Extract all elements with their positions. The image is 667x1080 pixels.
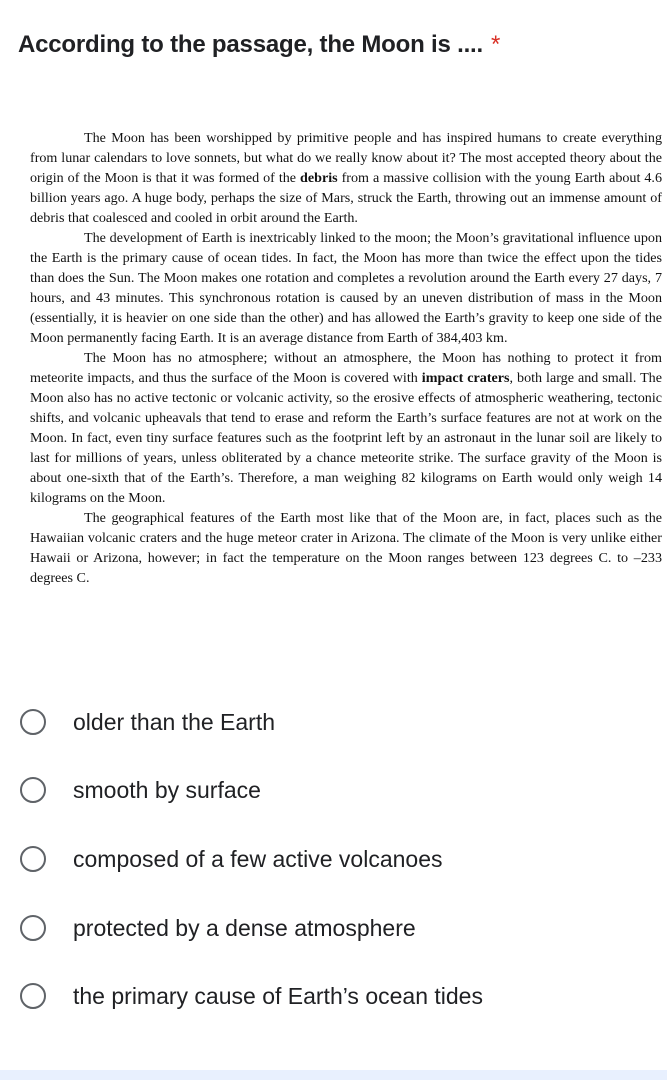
option-3[interactable] bbox=[0, 825, 667, 893]
radio-button-icon[interactable] bbox=[20, 777, 46, 803]
option-label[interactable]: older than the Earth bbox=[73, 708, 276, 735]
option-label[interactable]: composed of a few active volcanoes bbox=[73, 845, 443, 872]
passage-run: The Moon has no atmosphere; without an atmosphere, the Moon has nothing to protect it from meteorite impacts, and thus the surface of the Moon is covered with bbox=[30, 350, 662, 386]
passage-paragraph bbox=[30, 228, 662, 348]
radio-button-icon[interactable] bbox=[20, 709, 46, 735]
option-2[interactable] bbox=[0, 756, 667, 824]
passage-run: from a massive collision with the young Earth about 4.6 billion years ago. A huge body, perhaps the size of Mars, struck the Earth, throwing out an immense amount of debris that coalesced and cooled in orbit around the Earth. bbox=[30, 170, 662, 226]
passage-run: The development of Earth is inextricably linked to the moon; the Moon’s gravitational influence upon the Earth is the primary cause of ocean tides. In fact, the Moon has more than twice the effect upon the tides than does the Sun. The Moon makes one rotation and completes a revolution around the Earth every 27 days, 7 hours, and 43 minutes. This synchronous rotation is caused by an uneven distribution of mass in the Moon (essentially, it is heavier on one side than the other) and has allowed the Earth’s gravity to keep one side of the Moon permanently facing Earth. It is an average distance from Earth of 384,403 km. bbox=[30, 230, 662, 346]
passage-text bbox=[30, 128, 662, 588]
question-title bbox=[18, 28, 658, 62]
radio-button-icon[interactable] bbox=[20, 846, 46, 872]
bold-term: debris bbox=[300, 170, 338, 186]
option-1[interactable] bbox=[0, 688, 667, 756]
radio-button-icon[interactable] bbox=[20, 983, 46, 1009]
passage-paragraph bbox=[30, 348, 662, 508]
passage-paragraph bbox=[30, 508, 662, 588]
passage-run: The geographical features of the Earth most like that of the Moon are, in fact, places such as the Hawaiian volcanic craters and the huge meteor crater in Arizona. The climate of the Moon is very unlike either Hawaii or Arizona, however; in fact the temperature on the Moon ranges between 123 degrees C. to –233 degrees C. bbox=[30, 510, 662, 586]
required-asterisk: * bbox=[491, 31, 501, 58]
passage-run: , both large and small. The Moon also has no active tectonic or volcanic activity, so the erosive effects of atmospheric weathering, tectonic shifts, and volcanic upheavals that tend to erase and reform the Earth’s surface features are not at work on the Moon. In fact, even tiny surface features such as the footprint left by an astronaut in the lunar soil are likely to last for millions of years, unless obliterated by a chance meteorite strike. The surface gravity of the Moon is about one-sixth that of the Earth’s. Therefore, a man weighing 82 kilograms on Earth would only weigh 14 kilograms on the Moon. bbox=[30, 370, 662, 506]
radio-button-icon[interactable] bbox=[20, 915, 46, 941]
passage-paragraph bbox=[30, 128, 662, 228]
option-4[interactable] bbox=[0, 894, 667, 962]
bottom-bar bbox=[0, 1070, 667, 1080]
passage-run: The Moon has been worshipped by primitive people and has inspired humans to create everything from lunar calendars to love sonnets, but what do we really know about it? The most accepted theory about the origin of the Moon is that it was formed of the bbox=[30, 130, 662, 186]
bold-term: impact craters bbox=[421, 370, 510, 386]
question-text: According to the passage, the Moon is .... bbox=[18, 31, 483, 58]
passage-image bbox=[30, 128, 662, 673]
option-label[interactable]: protected by a dense atmosphere bbox=[73, 914, 416, 941]
option-label[interactable]: smooth by surface bbox=[73, 776, 261, 803]
option-label[interactable]: the primary cause of Earth’s ocean tides bbox=[73, 982, 483, 1009]
option-5[interactable] bbox=[0, 962, 667, 1030]
